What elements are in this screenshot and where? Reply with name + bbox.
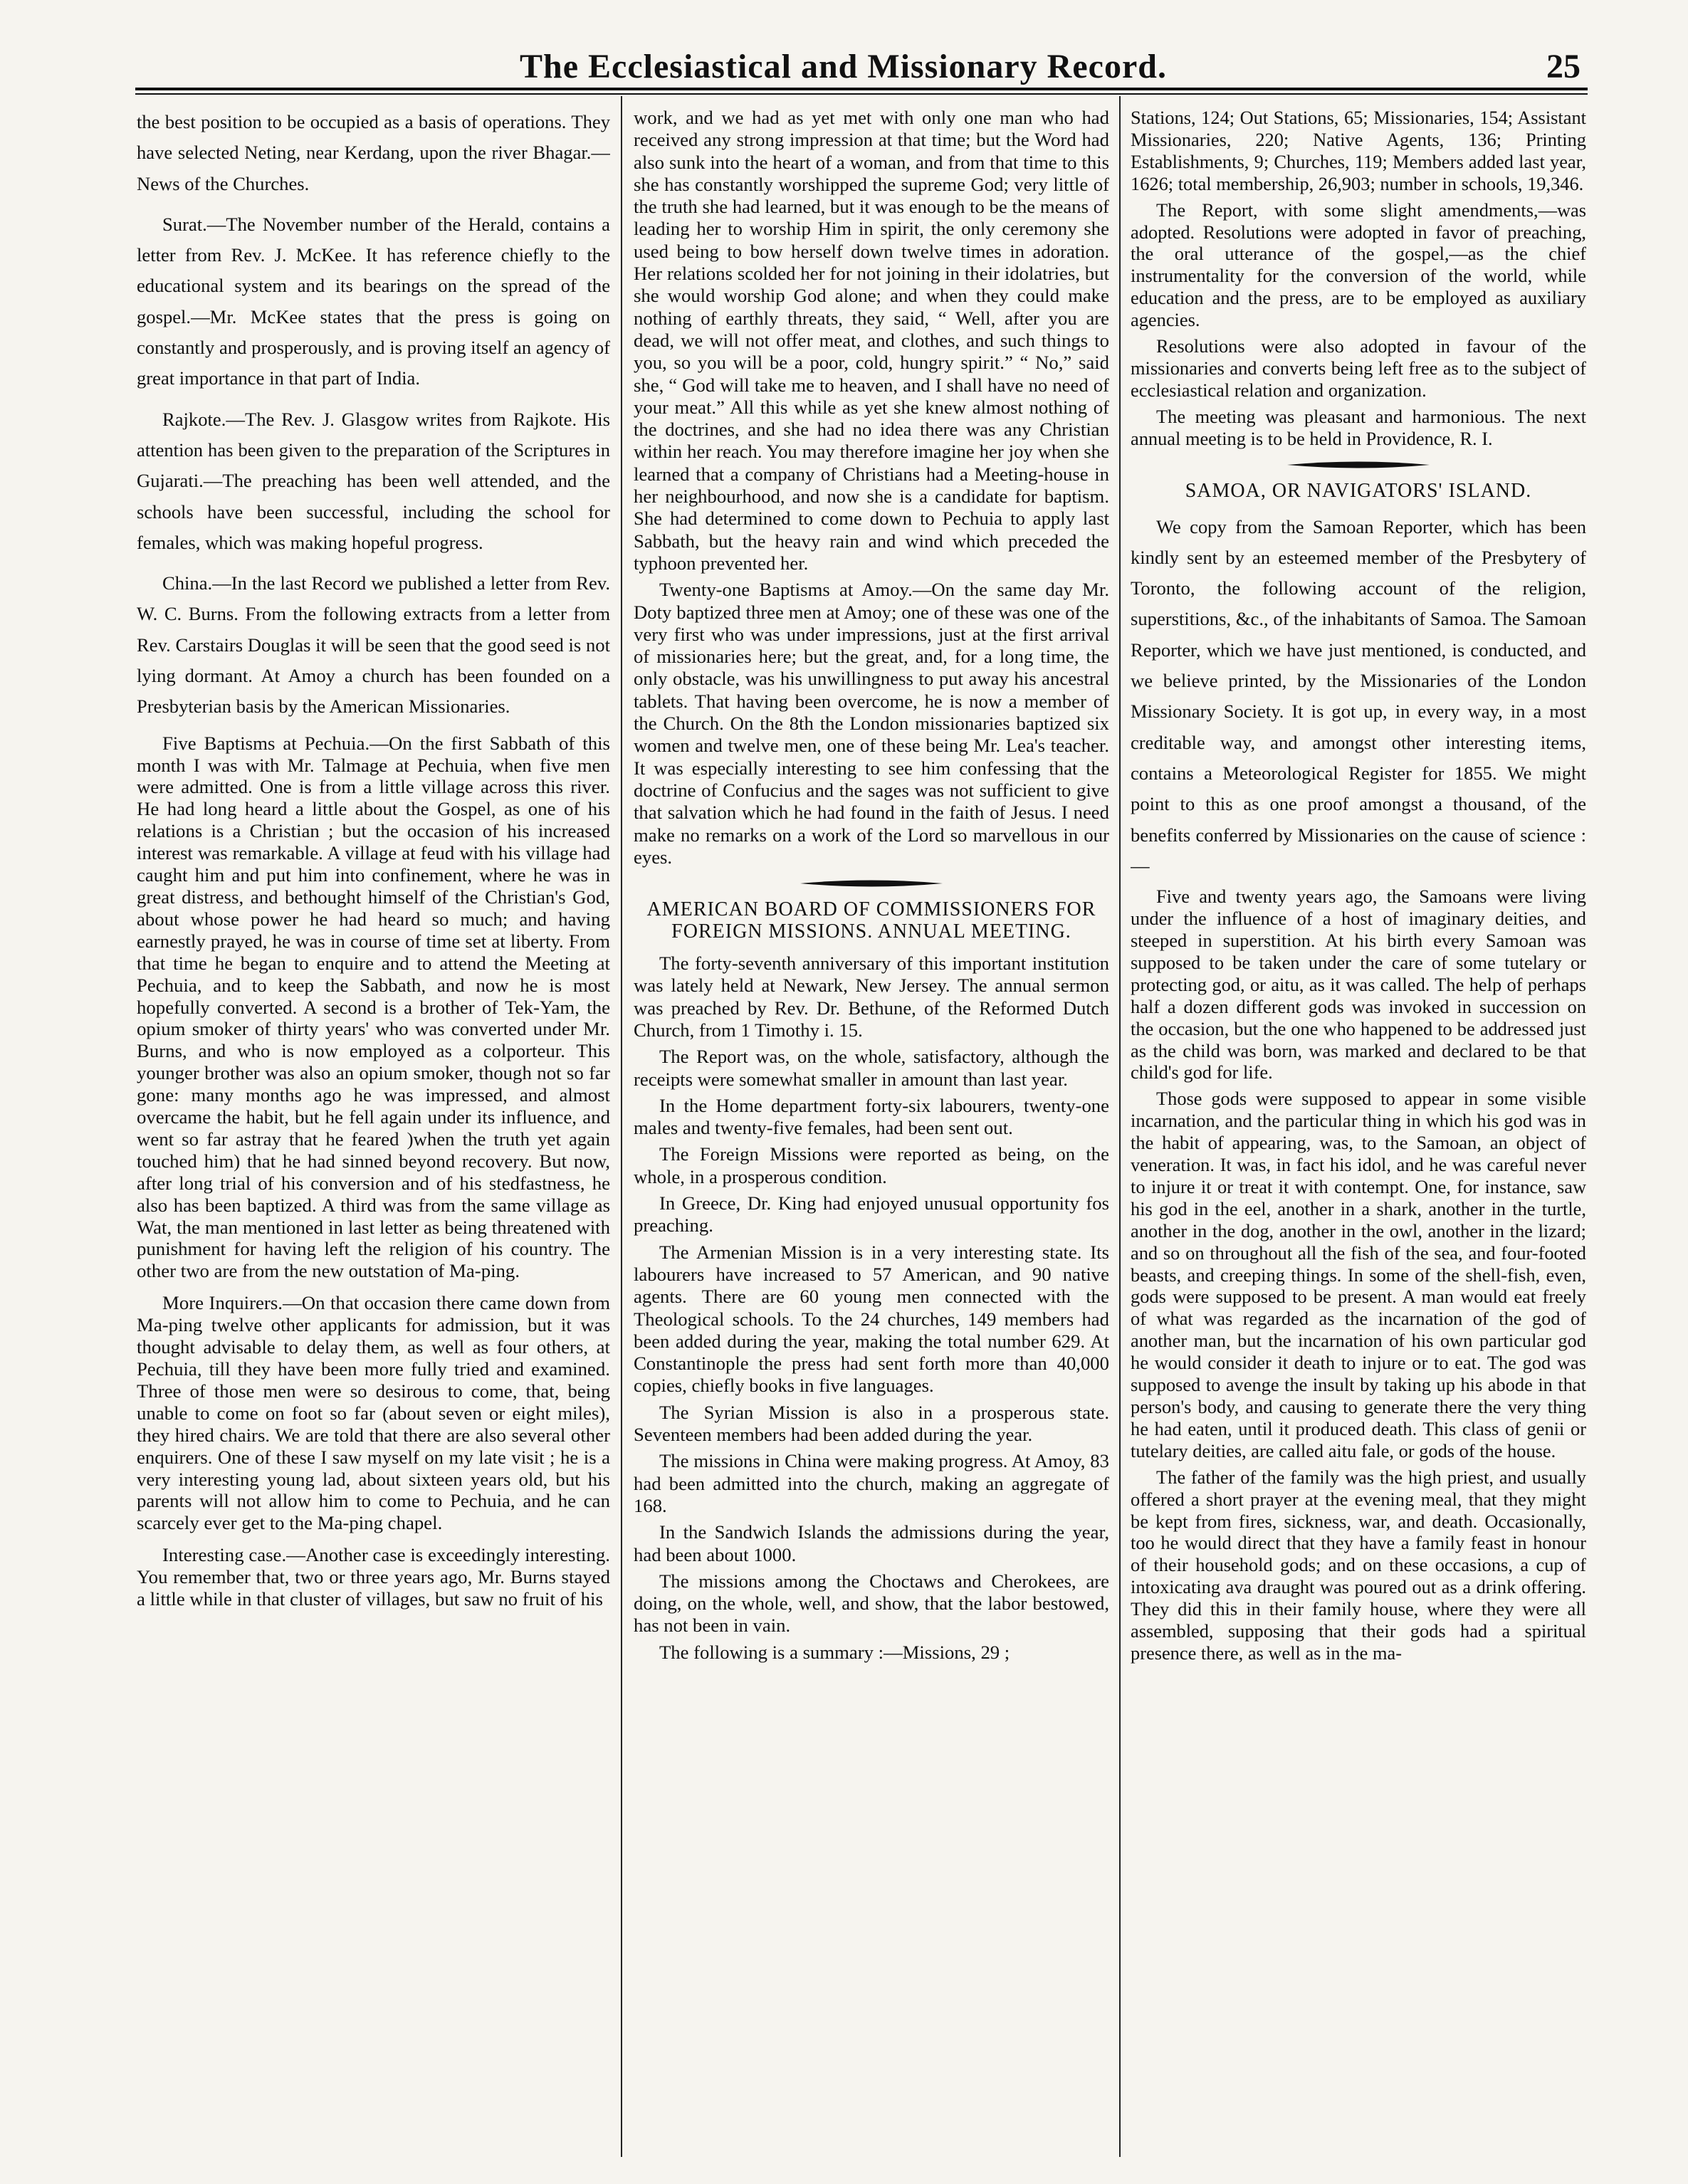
- section-heading-samoa: SAMOA, OR NAVIGATORS' ISLAND.: [1185, 479, 1532, 502]
- paragraph-more-inquirers: More Inquirers.—On that occasion there came down from Ma-ping twelve other applicants for admission, but it was thought advisable to delay them, as well as four others, at Pechuia, till they have been more fully tried and examined. Three of those men were so desirous to come, that, being unable to come on foot so far (about seven or eight miles), they hired chairs. We are told that there are also several other enquirers. One of these I saw myself on my late visit ; he is a very interesting young lad, about sixteen years old, but his parents will not allow him to come to Pechuia, and he can scarcely ever get to the Ma-ping chapel.: [137, 1292, 610, 1534]
- paragraph: The father of the family was the high priest, and usually offered a short prayer at the evening meal, that they might be kept from fires, sickness, war, and death. Occasionally, too he would direct that they have a family feast in honour of their household gods; and on these occasions, a cup of intoxicating ava draught was poured out as a drink offering. They did this in their family house, where they were all assembled, supposing that their gods had a spiritual presence there, as well as in the ma-: [1131, 1466, 1586, 1664]
- page-number: 25: [1546, 48, 1580, 85]
- paragraph: The meeting was pleasant and harmonious. The next annual meeting is to be held in Providence, R. I.: [1131, 405, 1586, 449]
- paragraph-statistics: Stations, 124; Out Stations, 65; Missionaries, 154; Assistant Missionaries, 220; Native Agents, 136; Printing Establishments, 9; Churches, 119; Members added last year, 1626; total membership, 26,903; number in schools, 19,346.: [1131, 107, 1586, 194]
- paragraph: In Greece, Dr. King had enjoyed unusual opportunity fos preaching.: [634, 1192, 1109, 1237]
- paragraph-interesting-case: Interesting case.—Another case is exceedingly interesting. You remember that, two or three years ago, Mr. Burns stayed a little while in that cluster of villages, but saw no fruit of his: [137, 1544, 610, 1610]
- paragraph: The Foreign Missions were reported as being, on the whole, in a prosperous condition.: [634, 1143, 1109, 1187]
- page-header: [135, 43, 1588, 100]
- section-divider-ornament: [800, 878, 943, 888]
- paragraph: work, and we had as yet met with only one man who had received any strong impression at that time; but the Word had also sunk into the heart of a woman, and from that time to this she has constantly worshipped the supreme God; very little of the truth she had learned, but it was enough to be the means of leading her to worship Him in spirit, the only ceremony she used being to bow herself down twelve times in adoration. Her relations scolded her for not joining in their idolatries, but she would worship God alone; and when they could make nothing of earthly threats, they said, “ Well, after you are dead, we will not offer meat, and clothes, and such things to you, so you will be a poor, cold, hungry spirit.” “ No,” said she, “ God will take me to heaven, and I shall have no need of your meat.” All this while as yet she knew almost nothing of the doctrines, and she had no idea there was any Christian within her reach. You may therefore imagine her joy when she learned that a company of Christians had a Meeting-house in her neighbourhood, and now she is a candidate for baptism. She had determined to come down to Pechuia to apply last Sabbath, but the heavy rain and wind which preceded the typhoon prevented her.: [634, 107, 1109, 574]
- section-divider-ornament: [1287, 460, 1430, 470]
- paragraph: Resolutions were also adopted in favour of the missionaries and converts being left free as to the subject of ecclesiastical relation and organization.: [1131, 335, 1586, 401]
- paragraph-twenty-one-baptisms: Twenty-one Baptisms at Amoy.—On the same day Mr. Doty baptized three men at Amoy; one of these was one of the very first who was under impressions, just at the first arrival of missionaries here; but the great, and, for a long time, the only obstacle, was his unwillingness to put away his ancestral tablets. That having been overcome, he is now a member of the Church. On the 8th the London missionaries baptized six women and twelve men, one of these being Mr. Lea's teacher. It was especially interesting to see him confessing that the doctrine of Confucius and the sages was not sufficient to give that salvation which he had found in the faith of Jesus. I need make no remarks on a work of the Lord so marvellous in our eyes.: [634, 579, 1109, 868]
- column-divider-1: [621, 96, 622, 2157]
- paragraph: The forty-seventh anniversary of this important institution was lately held at Newark, New Jersey. The annual sermon was preached by Rev. Dr. Bethune, of the Reformed Dutch Church, from 1 Timothy i. 15.: [634, 952, 1109, 1041]
- paragraph-china: China.—In the last Record we published a letter from Rev. W. C. Burns. From the following extracts from a letter from Rev. Carstairs Douglas it will be seen that the good seed is not lying dormant. At Amoy a church has been founded on a Presbyterian basis by the American Missionaries.: [137, 572, 610, 718]
- section-heading-american-board: AMERICAN BOARD OF COMMISSIONERS FOR FOREIGN MISSIONS. ANNUAL MEETING.: [646, 898, 1096, 943]
- header-rule-thin: [135, 93, 1588, 95]
- paragraph-china-missions: The missions in China were making progress. At Amoy, 83 had been admitted into the church, making an aggregate of 168.: [634, 1450, 1109, 1516]
- running-title: The Ecclesiastical and Missionary Record.: [520, 48, 1167, 85]
- paragraph: the best position to be occupied as a basis of operations. They have selected Neting, near Kerdang, upon the river Bhagar.—News of the Churches.: [137, 111, 610, 194]
- paragraph-choctaws: The missions among the Choctaws and Cherokees, are doing, on the whole, well, and show, that the labor bestowed, has not been in vain.: [634, 1570, 1109, 1637]
- paragraph-samoan-reporter: We copy from the Samoan Reporter, which has been kindly sent by an esteemed member of the Presbytery of Toronto, the following account of the religion, superstitions, &c., of the inhabitants of Samoa. The Samoan Reporter, which we have just mentioned, is conducted, and we believe printed, by the Missionaries of the London Missionary Society. It is got up, in every way, in a most creditable way, and amongst other interesting items, contains a Meteorological Register for 1855. We might point to this as one proof amongst a thousand, of the benefits conferred by Missionaries on the cause of science :—: [1131, 515, 1586, 876]
- paragraph: Five and twenty years ago, the Samoans were living under the influence of a host of imaginary deities, and steeped in superstition. At his birth every Samoan was supposed to be taken under the care of some tutelary or protecting god, or aitu, as it was called. The help of perhaps half a dozen different gods was invoked in succession on the occasion, but the one who happened to be addressed just as the child was born, was marked and declared to be that child's god for life.: [1131, 886, 1586, 1083]
- paragraph-armenian-mission: The Armenian Mission is in a very interesting state. Its labourers have increased to 57 American, and 90 native agents. There are 60 young men connected with the Theological schools. To the 24 churches, 149 members had been added during the year, making the total number 629. At Constantinople the press had sent forth more than 40,000 copies, chiefly books in five languages.: [634, 1241, 1109, 1397]
- column-2: [634, 107, 1109, 2157]
- paragraph-rajkote: Rajkote.—The Rev. J. Glasgow writes from Rajkote. His attention has been given to the preparation of the Scriptures in Gujarati.—The preaching has been well attended, and the schools have been successful, including the school for females, which was making hopeful progress.: [137, 408, 610, 553]
- paragraph-surat: Surat.—The November number of the Herald, contains a letter from Rev. J. McKee. It has reference chiefly to the educational system and its bearings on the spread of the gospel.—Mr. McKee states that the press is going on constantly and prosperously, and is proving itself an agency of great importance in that part of India.: [137, 213, 610, 389]
- paragraph-syrian-mission: The Syrian Mission is also in a prosperous state. Seventeen members had been added during the year.: [634, 1401, 1109, 1446]
- header-rule-thick: [135, 88, 1588, 90]
- paragraph: In the Home department forty-six labourers, twenty-one males and twenty-five females, had been sent out.: [634, 1094, 1109, 1139]
- paragraph-sandwich-islands: In the Sandwich Islands the admissions during the year, had been about 1000.: [634, 1521, 1109, 1565]
- column-1: [137, 107, 610, 2157]
- column-divider-2: [1119, 96, 1121, 2157]
- paragraph-five-baptisms: Five Baptisms at Pechuia.—On the first Sabbath of this month I was with Mr. Talmage at Pechuia, when five men were admitted. One is from a little village across this river. He had long heard a little about the Gospel, as one of his relations is a Christian ; but the occasion of his increased interest was remarkable. A village at feud with his village had caught him and put him into confinement, where he was in great distress, and bethought himself of the Christian's God, about whose power he had heard so much; and having earnestly prayed, he was in course of time set at liberty. From that time he began to enquire and to attend the Meeting at Pechuia, and to keep the Sabbath, and now he is most hopefully converted. A second is a brother of Tek-Yam, the opium smoker of thirty years' who was converted under Mr. Burns, and who is now employed as a colporteur. This younger brother was also an opium smoker, though not so far gone: many months ago he was impressed, and almost overcame the habit, but he fell again under its influence, and went so far astray that he feared )when the truth yet again touched him) that he had sinned beyond recovery. But now, after long trial of his conversion and of his stedfastness, he also has been baptized. A third was from the same village as Wat, the man mentioned in last letter as being threatened with punishment for having left the religion of his country. The other two are from the new outstation of Ma-ping.: [137, 732, 610, 1282]
- paragraph: Those gods were supposed to appear in some visible incarnation, and the particular thing in which his god was in the habit of appearing, was, to the Samoan, an object of veneration. It was, in fact his idol, and he was careful never to injure it or treat it with contempt. One, for instance, saw his god in the eel, another in a shark, another in the turtle, another in the dog, another in the owl, another in the lizard; and so on throughout all the fish of the sea, and four-footed beasts, and creeping things. In some of the shell-fish, even, gods were supposed to be present. A man would eat freely of what was regarded as the incarnation of the god of another man, but the incarnation of his own particular god he would consider it death to injure or to eat. The god was supposed to avenge the insult by taking up his abode in that person's body, and causing to generate there the very thing he had eaten, until it produced death. This class of genii or tutelary deities, are called aitu fale, or gods of the house.: [1131, 1088, 1586, 1461]
- column-3: [1131, 107, 1586, 2157]
- paragraph: The Report was, on the whole, satisfactory, although the receipts were somewhat smaller in amount than last year.: [634, 1046, 1109, 1090]
- paragraph: The Report, with some slight amendments,—was adopted. Resolutions were adopted in favor of preaching, the oral utterance of the gospel,—as the chief instrumentality for the conversion of the world, while education and the press, are to be employed as auxiliary agencies.: [1131, 199, 1586, 331]
- paragraph-summary: The following is a summary :—Missions, 29 ;: [659, 1641, 1010, 1663]
